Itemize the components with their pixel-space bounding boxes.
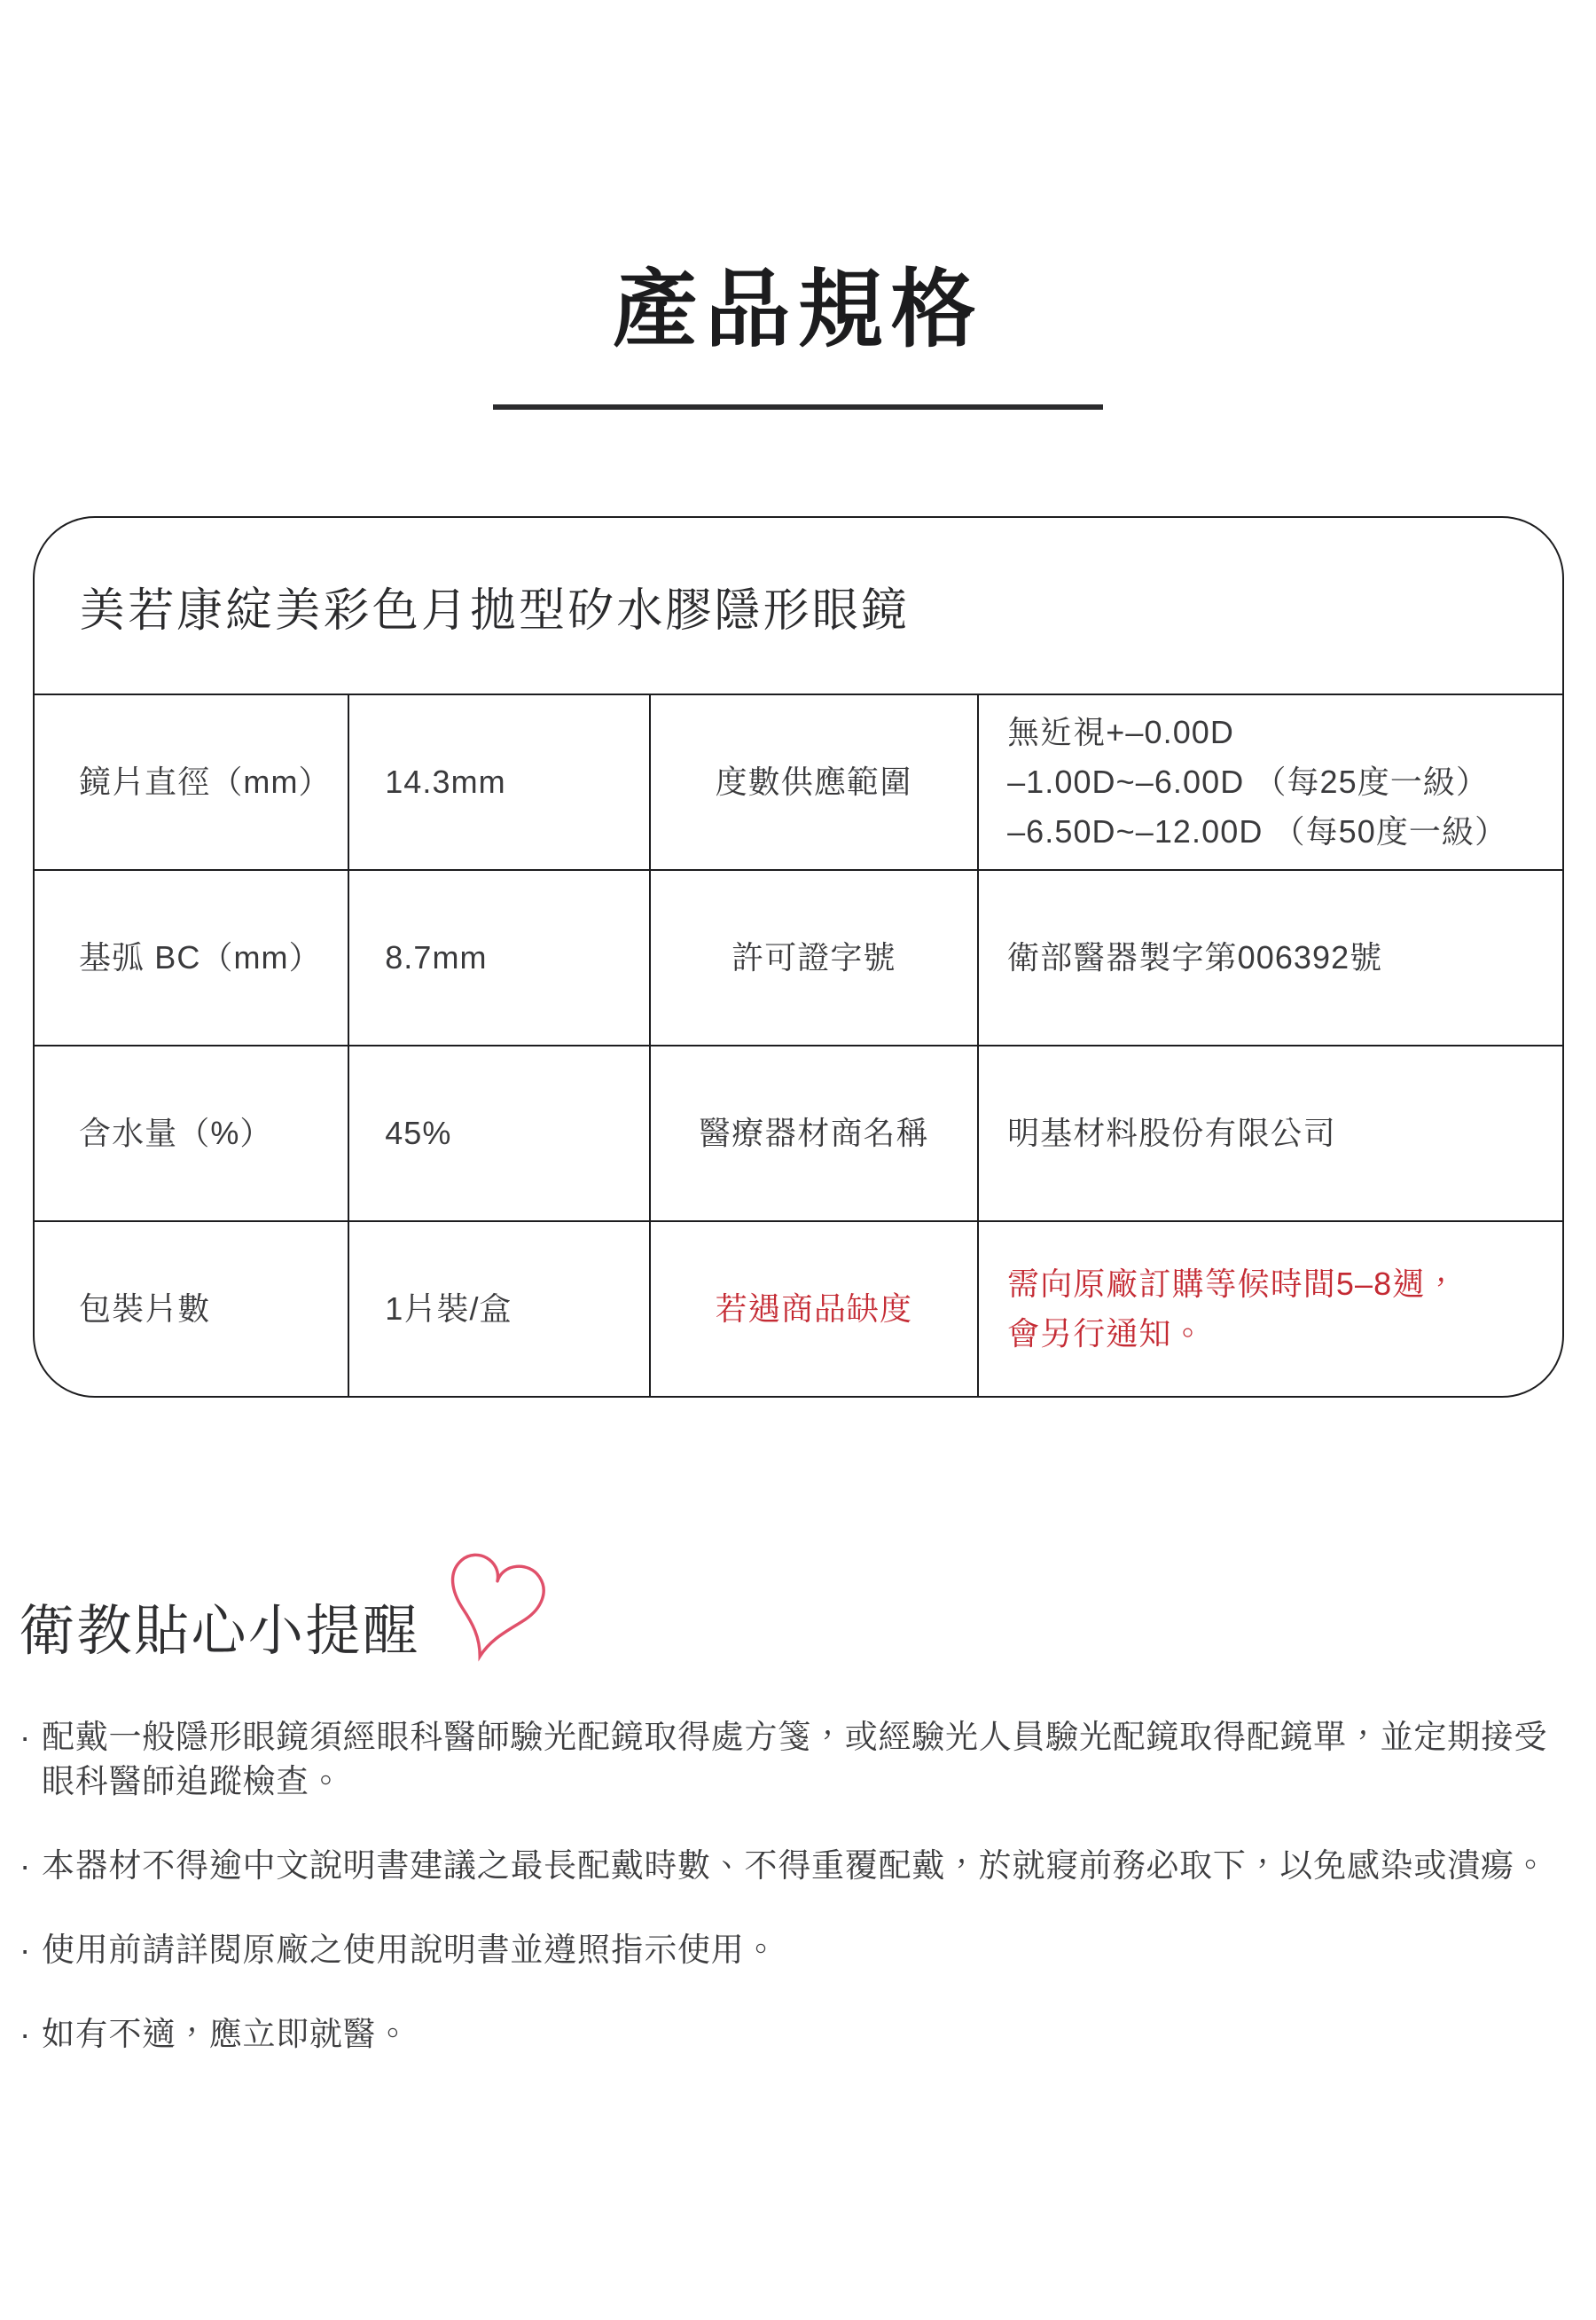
tip-text: 使用前請詳閱原廠之使用說明書並遵照指示使用。 [42, 1932, 778, 1969]
tip-text: 配戴一般隱形眼鏡須經眼科醫師驗光配鏡取得處方箋，或經驗光人員驗光配鏡取得配鏡單，並定期接受眼科醫師追蹤檢查。 [42, 1719, 1548, 1800]
value-text: 1片裝/盒 [385, 1290, 512, 1328]
table-row [35, 1045, 1562, 1220]
row-label2 [649, 869, 977, 1045]
tips-heading: 衛教貼心小提醒 [20, 1601, 420, 1663]
row-label [35, 1045, 348, 1220]
label2-text: 醫療器材商名稱 [699, 1115, 929, 1152]
label2-text: 若遇商品缺度 [715, 1290, 913, 1328]
heart-outline-icon [419, 1532, 562, 1680]
value2-line: 需向原廠訂購等候時間5–8週， [1007, 1266, 1459, 1303]
table-row [35, 694, 1562, 869]
page-title: 產品規格 [612, 263, 984, 357]
title-underline [493, 404, 1103, 410]
product-name: 美若康綻美彩色月拋型矽水膠隱形眼鏡 [79, 584, 911, 637]
label2-text: 許可證字號 [732, 939, 896, 976]
label-text: 基弧 BC（mm） [79, 939, 322, 976]
row-value [348, 1220, 648, 1396]
value2-line: 無近視+–0.00D [1007, 714, 1234, 751]
tip-item [20, 1715, 1569, 1804]
value2-line: 衛部醫器製字第006392號 [1007, 939, 1383, 976]
table-row [35, 869, 1562, 1045]
tip-text: 本器材不得逾中文說明書建議之最長配戴時數、不得重覆配戴，於就寢前務必取下，以免感染或潰瘍。 [42, 1847, 1548, 1885]
label-text: 鏡片直徑（mm） [79, 764, 332, 801]
tip-item [20, 2012, 1569, 2057]
tips-list [20, 1715, 1569, 2057]
row-value2 [977, 694, 1562, 869]
label-text: 包裝片數 [79, 1290, 211, 1328]
row-value [348, 869, 648, 1045]
value-text: 45% [385, 1115, 452, 1152]
value-text: 14.3mm [385, 764, 506, 801]
tip-item [20, 1928, 1569, 1972]
row-label2 [649, 694, 977, 869]
row-label2 [649, 1045, 977, 1220]
row-label [35, 1220, 348, 1396]
row-value2-shortage-note [977, 1220, 1562, 1396]
tip-text: 如有不適，應立即就醫。 [42, 2016, 411, 2053]
spec-table [33, 516, 1564, 1398]
tip-item [20, 1844, 1569, 1888]
row-label [35, 694, 348, 869]
row-value2 [977, 869, 1562, 1045]
row-value [348, 1045, 648, 1220]
label2-text: 度數供應範圍 [715, 764, 913, 801]
value2-line: 明基材料股份有限公司 [1007, 1115, 1336, 1152]
row-value [348, 694, 648, 869]
value2-line: –6.50D~–12.00D （每50度一級） [1007, 813, 1508, 850]
tips-heading-row [20, 1596, 1569, 1667]
row-value2 [977, 1045, 1562, 1220]
tips-section [20, 1596, 1569, 2057]
table-row [35, 1220, 1562, 1396]
title-section [0, 0, 1596, 410]
value2-line: 會另行通知。 [1007, 1315, 1205, 1352]
row-label [35, 869, 348, 1045]
value2-line: –1.00D~–6.00D （每25度一級） [1007, 764, 1490, 801]
value-text: 8.7mm [385, 939, 488, 976]
row-label2-shortage-note [649, 1220, 977, 1396]
label-text: 含水量（%） [79, 1115, 273, 1152]
